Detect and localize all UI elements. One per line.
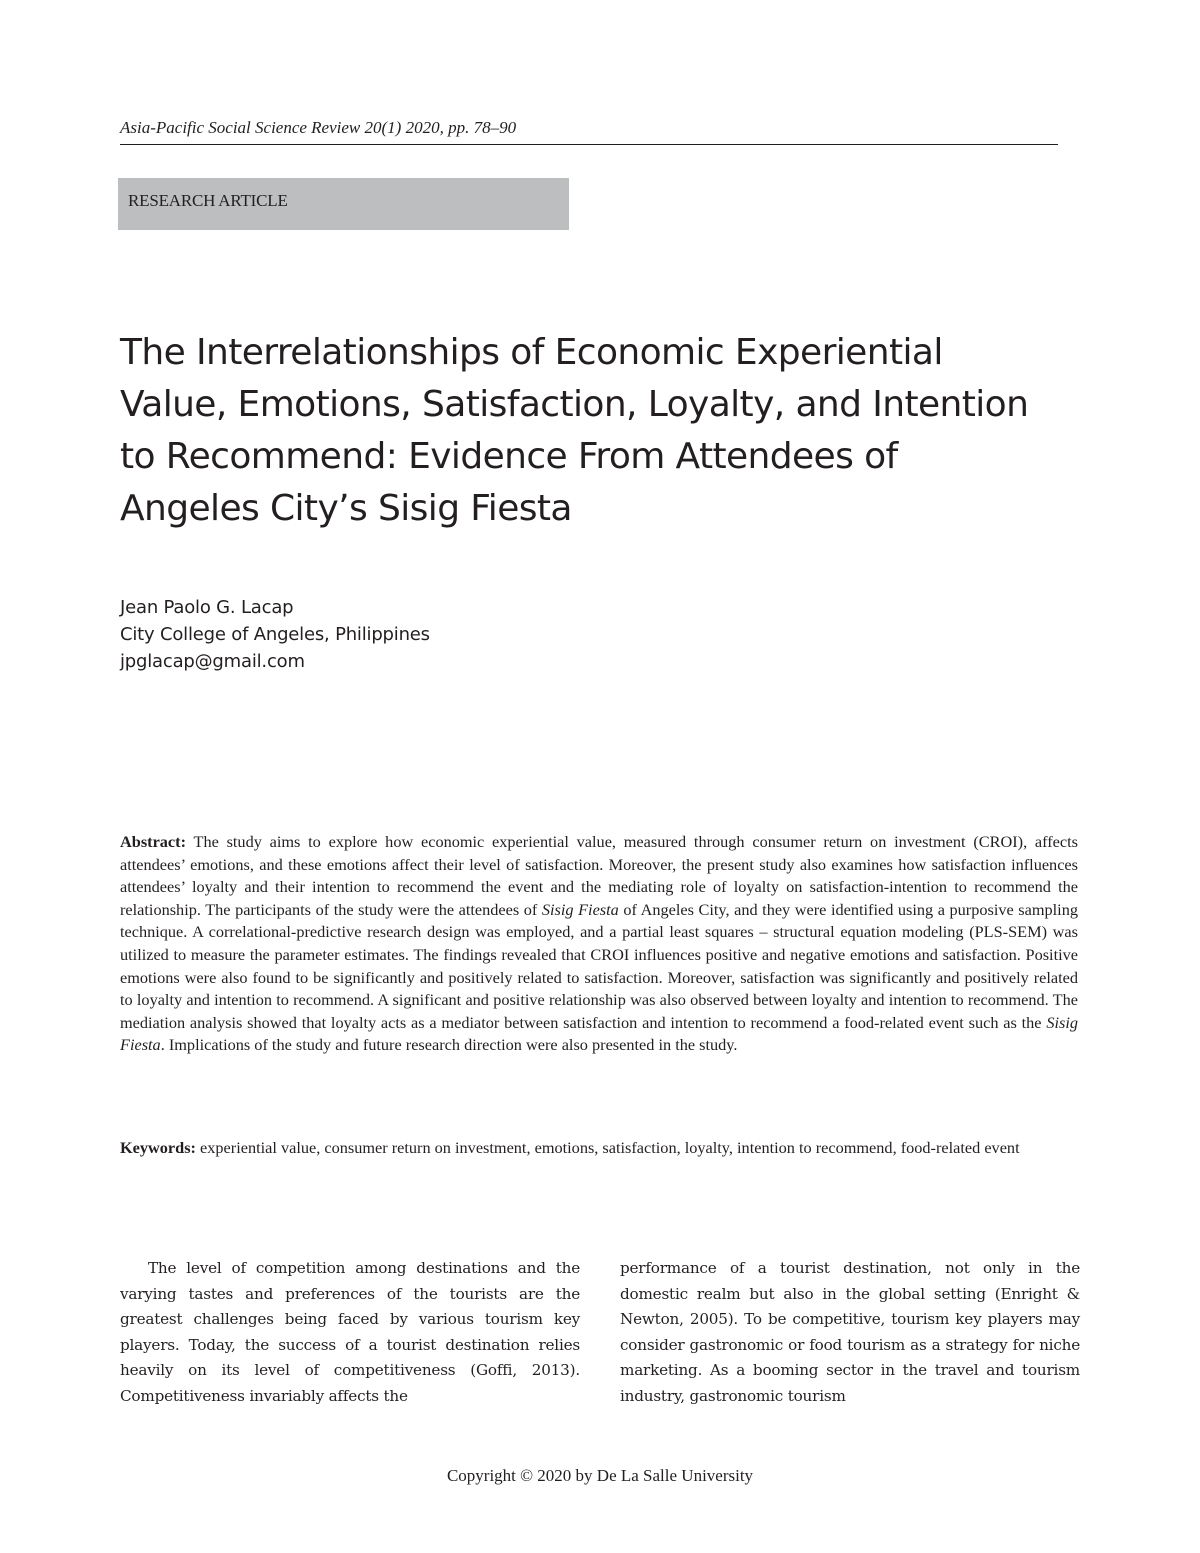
title-line: Angeles City’s Sisig Fiesta xyxy=(120,488,572,529)
author-email: jpglacap@gmail.com xyxy=(120,651,305,672)
article-type-badge: RESEARCH ARTICLE xyxy=(118,178,569,230)
keywords-text: experiential value, consumer return on investment, emotions, satisfaction, loyalty, intention to recommend, food-related event xyxy=(195,1138,1020,1157)
abstract-text: The study aims to explore how economic experiential value, measured through consumer return on investment (CROI), affects attendees’ emotions, and these emotions affect their level of satisfaction. Moreover, the present study also examines how satisfaction influences attendees’ loyalty and their intention to recommend the event and the mediating role of loyalty on satisfaction-intention to recommend the relationship. The participants of the study were the attendees of xyxy=(120,832,1078,919)
article-title xyxy=(120,327,1100,535)
journal-header: Asia-Pacific Social Science Review 20(1) 2020, pp. 78–90 xyxy=(120,116,1058,145)
body-right-column: performance of a tourist destination, not only in the domestic realm but also in the global setting (Enright & Newton, 2005). To be competitive, tourism key players may consider gastronomic or food tourism as a strategy for niche marketing. As a booming sector in the travel and tourism industry, gastronomic tourism xyxy=(620,1259,1080,1405)
abstract-label: Abstract: xyxy=(120,832,187,851)
abstract-text: of Angeles City, and they were identified using a purposive sampling technique. A correlational-predictive research design was employed, and a partial least squares – structural equation modeling (PLS-SEM) was utilized to measure the parameter estimates. The findings revealed that CROI influences positive and negative emotions and satisfaction. Positive emotions were also found to be significantly and positively related to satisfaction. Moreover, satisfaction was significantly and positively related to loyalty and intention to recommend. A significant and positive relationship was also observed between loyalty and intention to recommend. The mediation analysis showed that loyalty acts as a mediator between satisfaction and intention to recommend a food-related event such as the xyxy=(120,899,1078,1032)
title-line: Value, Emotions, Satisfaction, Loyalty, and Intention xyxy=(120,384,1029,425)
title-line: to Recommend: Evidence From Attendees of xyxy=(120,436,898,477)
keywords-label: Keywords: xyxy=(120,1138,196,1157)
keywords xyxy=(120,1137,1078,1160)
author-block xyxy=(120,594,430,675)
abstract-italic: Sisig Fiesta xyxy=(120,1012,1078,1055)
abstract-text: . Implications of the study and future research direction were also presented in the study. xyxy=(160,1035,738,1055)
body-left-column: The level of competition among destinations and the varying tastes and preferences of the tourists are the greatest challenges being faced by various tourism key players. Today, the success of a tourist destination relies heavily on its level of competitiveness (Goffi, 2013). Competitiveness invariably affects the xyxy=(120,1259,580,1405)
abstract-italic: Sisig Fiesta xyxy=(541,899,619,919)
title-line: The Interrelationships of Economic Experiential xyxy=(120,332,943,373)
copyright-footer: Copyright © 2020 by De La Salle University xyxy=(446,1466,754,1485)
author-affiliation: City College of Angeles, Philippines xyxy=(120,624,430,645)
abstract xyxy=(120,831,1078,1057)
author-name: Jean Paolo G. Lacap xyxy=(120,597,294,618)
